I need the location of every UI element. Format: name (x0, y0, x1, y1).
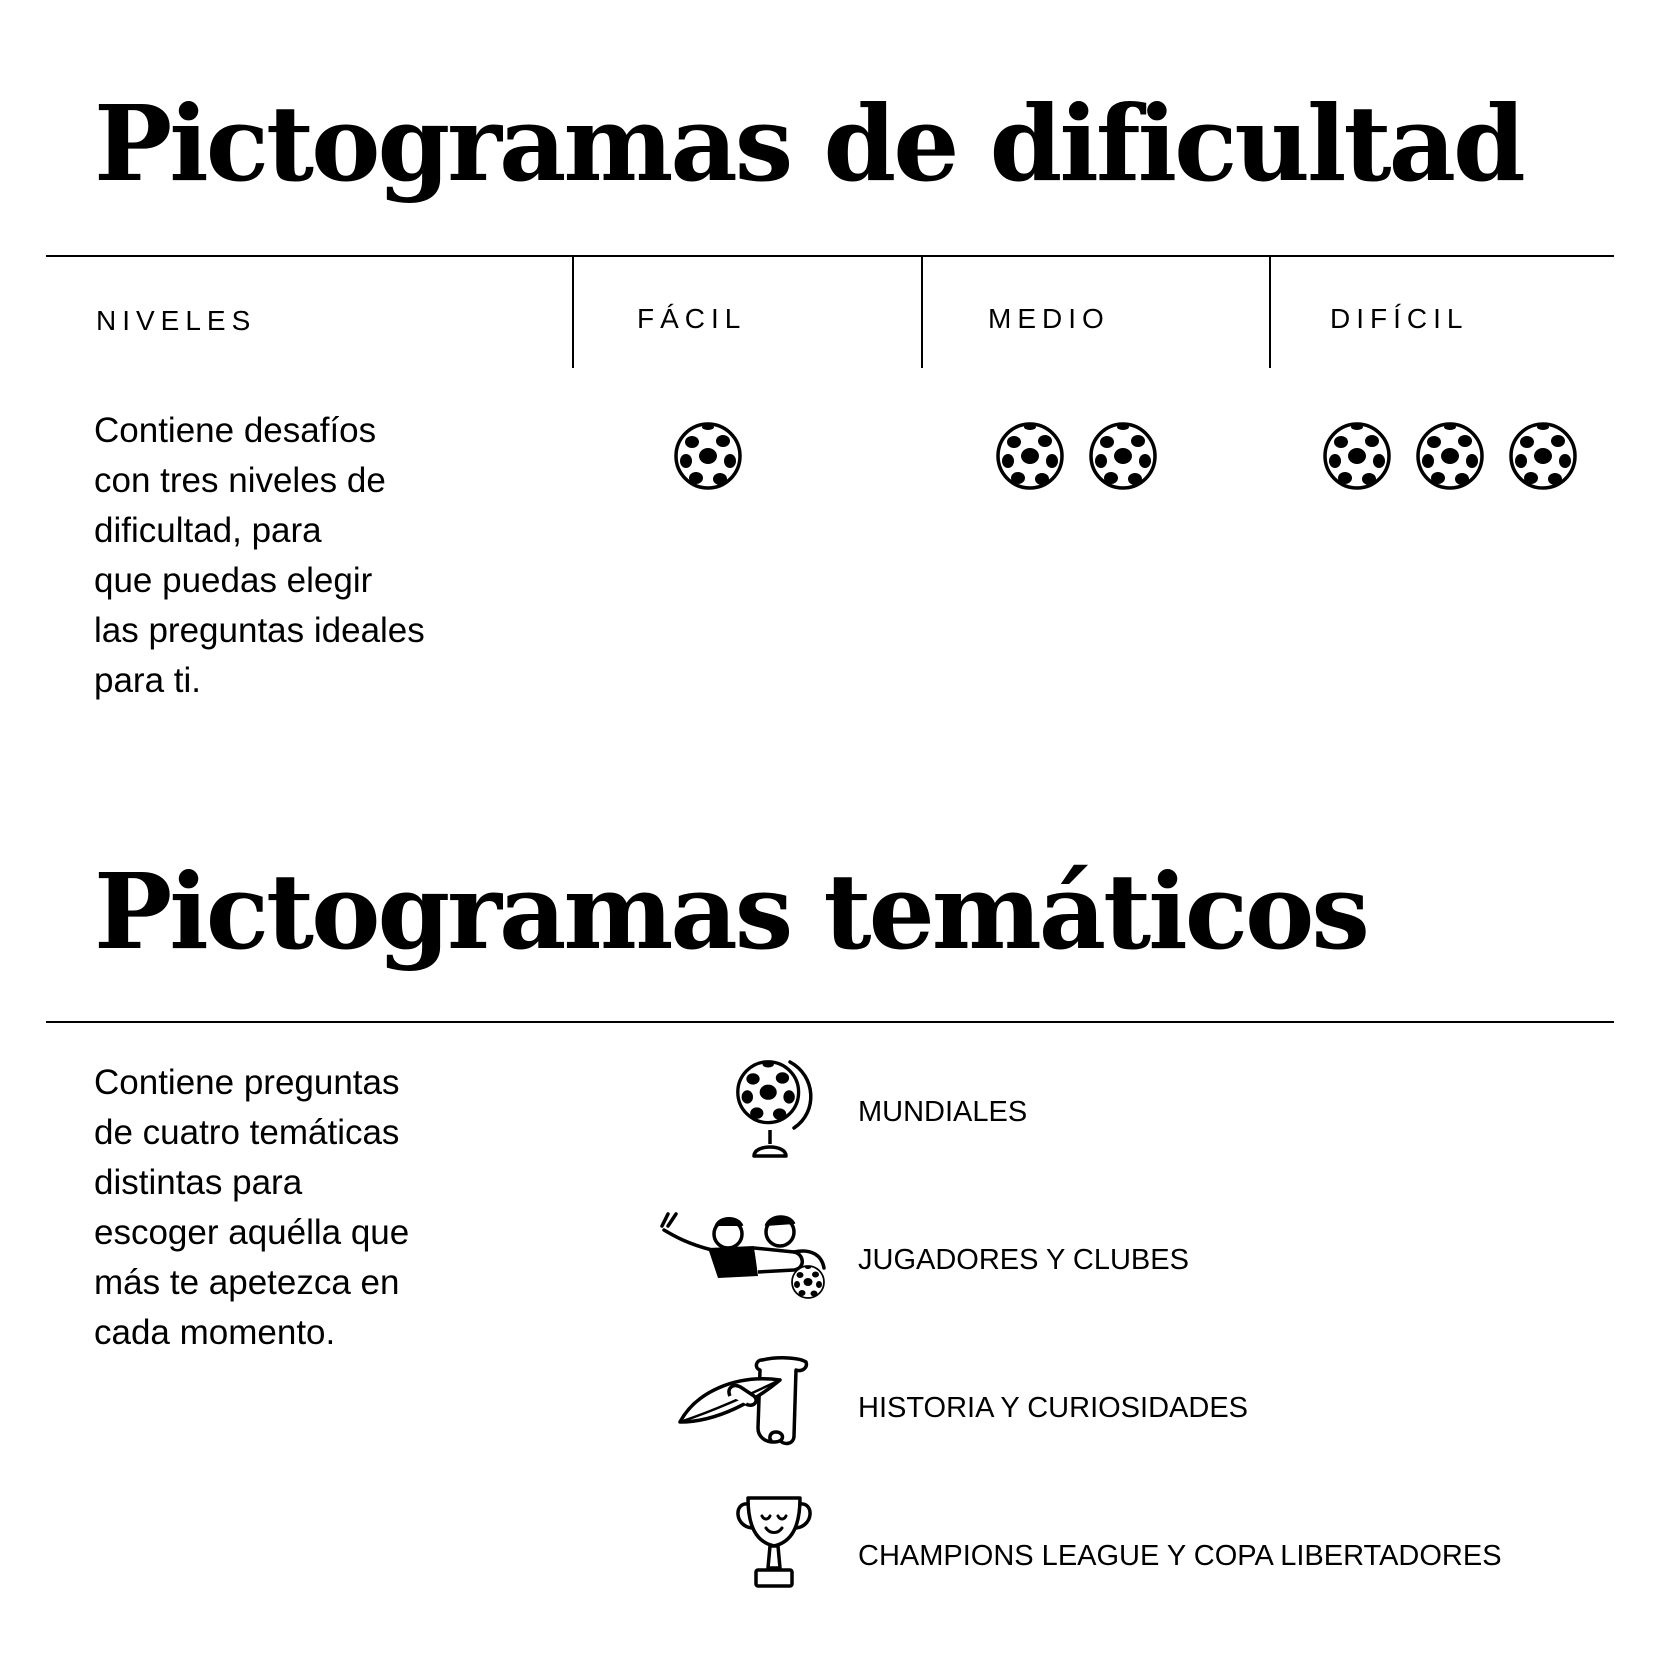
level-hard-icons (1321, 420, 1579, 492)
soccer-ball-icon (672, 420, 744, 492)
theme-label-mundiales: MUNDIALES (858, 1096, 1028, 1128)
level-header-medium: MEDIO (988, 303, 1110, 334)
level-easy-icons (672, 420, 744, 492)
soccer-ball-icon (994, 420, 1066, 492)
players-icon (654, 1208, 834, 1306)
soccer-ball-icon (1507, 420, 1579, 492)
soccer-ball-icon (1321, 420, 1393, 492)
level-header-easy: FÁCIL (637, 303, 747, 334)
column-divider (921, 256, 923, 368)
difficulty-description: Contiene desafíos con tres niveles de dificultad, para que puedas elegir las preguntas ideales para ti. (94, 411, 425, 700)
column-divider (1269, 256, 1271, 368)
theme-label-jugadores: JUGADORES Y CLUBES (858, 1244, 1189, 1276)
trophy-icon (730, 1492, 818, 1592)
level-medium-icons (994, 420, 1159, 492)
theme-label-champions: CHAMPIONS LEAGUE Y COPA LIBERTADORES (858, 1540, 1502, 1572)
levels-header: NIVELES (96, 305, 257, 336)
themes-description: Contiene preguntas de cuatro temáticas distintas para escoger aquélla que más te apetezca en cada momento. (94, 1063, 410, 1352)
soccer-ball-icon (1087, 420, 1159, 492)
section-divider (46, 1021, 1614, 1023)
soccer-ball-icon (1414, 420, 1486, 492)
section-divider (46, 255, 1614, 257)
quill-scroll-icon (676, 1352, 816, 1450)
difficulty-title: Pictogramas de dificultad (94, 82, 1523, 205)
soccer-globe-icon (732, 1056, 822, 1166)
level-header-hard: DIFÍCIL (1330, 303, 1469, 334)
themes-title: Pictogramas temáticos (94, 850, 1367, 973)
theme-label-historia: HISTORIA Y CURIOSIDADES (858, 1392, 1248, 1424)
column-divider (572, 256, 574, 368)
